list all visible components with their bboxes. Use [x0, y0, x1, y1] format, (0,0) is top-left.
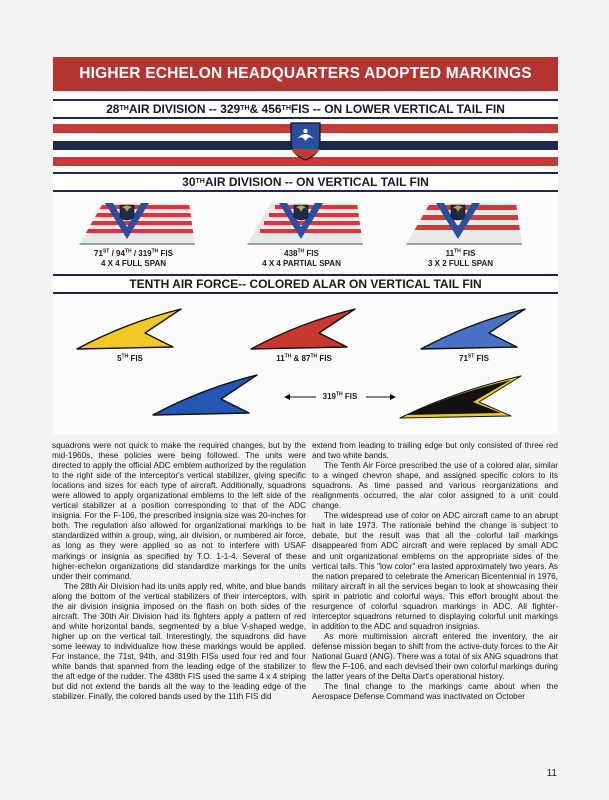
markings-panel — [53, 57, 558, 434]
caption-part: FIS — [158, 249, 173, 258]
title-part: FIS -- ON LOWER VERTICAL TAIL FIN — [290, 102, 505, 116]
caption-part: / 319 — [131, 249, 152, 258]
tail-fin-three-by-two — [398, 199, 523, 247]
tail-fin-full-span — [71, 199, 196, 247]
title-part: & 456 — [249, 102, 282, 116]
caption-sup: TH — [151, 248, 159, 255]
air-division-shield-emblem — [289, 121, 322, 161]
fin-caption — [398, 249, 523, 269]
caption-sup: TH — [454, 248, 461, 255]
title-part: 28 — [106, 102, 120, 116]
caption-part: FIS — [128, 354, 143, 363]
fin-caption — [71, 249, 196, 269]
section-30th-air-division-title: 30 TH AIR DIVISION -- ON VERTICAL TAIL FIN — [53, 172, 558, 192]
red-alar — [249, 307, 359, 351]
alar-caption — [419, 354, 529, 364]
fin-caption-line1 — [239, 249, 364, 259]
caption-part: / 94 — [109, 249, 125, 258]
tail-fin-partial-span — [239, 199, 364, 247]
fin-caption-line1 — [71, 249, 196, 259]
section-28th-air-division-title: 28 TH AIR DIVISION -- 329 TH & 456 TH FIS -- ON LOWER VERTICAL TAIL FIN — [53, 99, 558, 119]
caption-sup: ST — [467, 353, 475, 360]
caption-part: 11 — [276, 354, 285, 363]
paragraph: As more multimission aircraft entered the inventory, the air defense mission began to shift from the active-duty forces to the Air National Guard (ANG). There was a total of six ANG squadrons that flew the F-106, and each devised their own colorful markings during the latter years of the Delta Dart's operational history. — [312, 631, 558, 682]
caption-part: FIS — [342, 392, 358, 401]
alar-pair-caption — [315, 392, 365, 402]
caption-sup: TH — [336, 391, 343, 398]
fin-caption-line2: 4 X 4 FULL SPAN — [100, 259, 167, 268]
fin-caption-line1 — [398, 249, 523, 259]
black-alar-319th — [397, 373, 525, 421]
page-number: 11 — [546, 768, 557, 779]
fin-caption-line2: 4 X 4 PARTIAL SPAN — [262, 259, 341, 268]
paragraph: squadrons were not quick to make the required changes, but by the mid-1960s, these policies were being followed. The units were directed to apply the official ADC emblem authorized by the regulation to the right side of the interceptor's vertical stabilizer, giving specific locations and sizes for each type of aircraft. Additionally, squadrons were allowed to apply organizational emblems to the left side of the vertical stabilizer at a position corresponding to that of the ADC insignia. For the F-106, the prescribed insignia size was 20-inches for both. The regulation also allowed for organizational markings to be standardized within a group, wing, air division, or numbered air force, as long as they were applied so as not to interfere with USAF markings or insignia as specified by T.O. 1-1-4. Several of these higher-echelon organizations did standardize markings for the units under their command. — [52, 441, 306, 581]
caption-part: FIS — [304, 249, 319, 258]
paragraph: The final change to the markings came about when the Aerospace Defense Command was inactivated on October — [312, 682, 558, 702]
section-tenth-air-force-title: TENTH AIR FORCE-- COLORED ALAR ON VERTICAL TAIL FIN — [53, 274, 558, 294]
caption-part: FIS — [474, 354, 489, 363]
caption-part: 71 — [94, 249, 103, 258]
caption-part: 5 — [117, 354, 122, 363]
blue-alar-319th — [151, 373, 261, 417]
fin-caption — [239, 249, 364, 269]
caption-part: 71 — [459, 354, 468, 363]
caption-part: 319 — [322, 392, 336, 401]
left-text-column — [52, 441, 306, 702]
banner-title: HIGHER ECHELON HEADQUARTERS ADOPTED MARKINGS — [53, 57, 558, 91]
caption-part: 438 — [284, 249, 298, 258]
caption-part: FIS — [317, 354, 332, 363]
paragraph: The 28th Air Division had its units apply red, white, and blue bands along the bottom of the vertical stabilizers of their interceptors, with the air division insignia imposed on the flash on both sides of the aircraft. The 30th Air Division had its fighters apply a pattern of red and white horizontal bands, segmented by a blue V-shaped wedge, higher up on the vertical tail. Interestingly, the squadrons did have some leeway to individualize how these markings would be applied. For instance, the 71st, 94th, and 319th FISs used four red and four white bands that spanned from the leading edge of the stabilizer to the aft edge of the rudder. The 438th FIS used the same 4 x 4 striping but did not extend the bands all the way to the leading edge of the stabilizer. Finally, the colored bands used by the 11th FIS did — [52, 581, 306, 702]
title-part: AIR DIVISION -- ON VERTICAL TAIL FIN — [204, 175, 429, 189]
fin-caption-line2: 3 X 2 FULL SPAN — [427, 259, 494, 268]
paragraph: The Tenth Air Force prescribed the use of a colored alar, similar to a winged chevron shape, and assigned specific colors to its squadrons. As time passed and various reorganizations and realignments occurred, the alar color assigned to a unit could change. — [312, 461, 558, 511]
yellow-alar — [75, 307, 185, 351]
caption-sup: TH — [310, 353, 318, 360]
alar-caption — [75, 354, 185, 364]
caption-part: 11 — [445, 249, 455, 258]
caption-part: FIS — [460, 249, 476, 258]
caption-sup: TH — [284, 353, 292, 360]
caption-sup: TH — [124, 248, 132, 255]
caption-sup: TH — [121, 353, 129, 360]
title-part: AIR DIVISION -- 329 — [128, 102, 241, 116]
caption-sup: ST — [102, 248, 110, 255]
paragraph: The widespread use of color on ADC aircraft came to an abrupt halt in late 1973. The rationale behind the change is subject to debate, but the result was that all the colorful tail markings disappeared from ADC aircraft and were replaced by small ADC and unit organizational emblems on the appropriate sides of the vertical tails. This "low color" era lasted approximately two years. As the nation prepared to celebrate the American Bicentennial in 1976, military aircraft in all the services began to look at showcasing their spirit in patriotic and colorful ways. This effort brought about the resurgence of colorful squadron markings in ADC. All fighter-interceptor squadrons returned to displaying colorful unit markings in addition to the ADC and squadron insignias. — [312, 511, 558, 631]
title-part: 30 — [182, 175, 196, 189]
blue-alar — [419, 307, 529, 351]
alar-caption — [249, 354, 359, 364]
caption-sup: TH — [297, 248, 305, 255]
paragraph: extend from leading to trailing edge but only consisted of three red and two white bands. — [312, 441, 558, 461]
right-text-column — [312, 441, 558, 702]
caption-part: & 87 — [291, 354, 311, 363]
